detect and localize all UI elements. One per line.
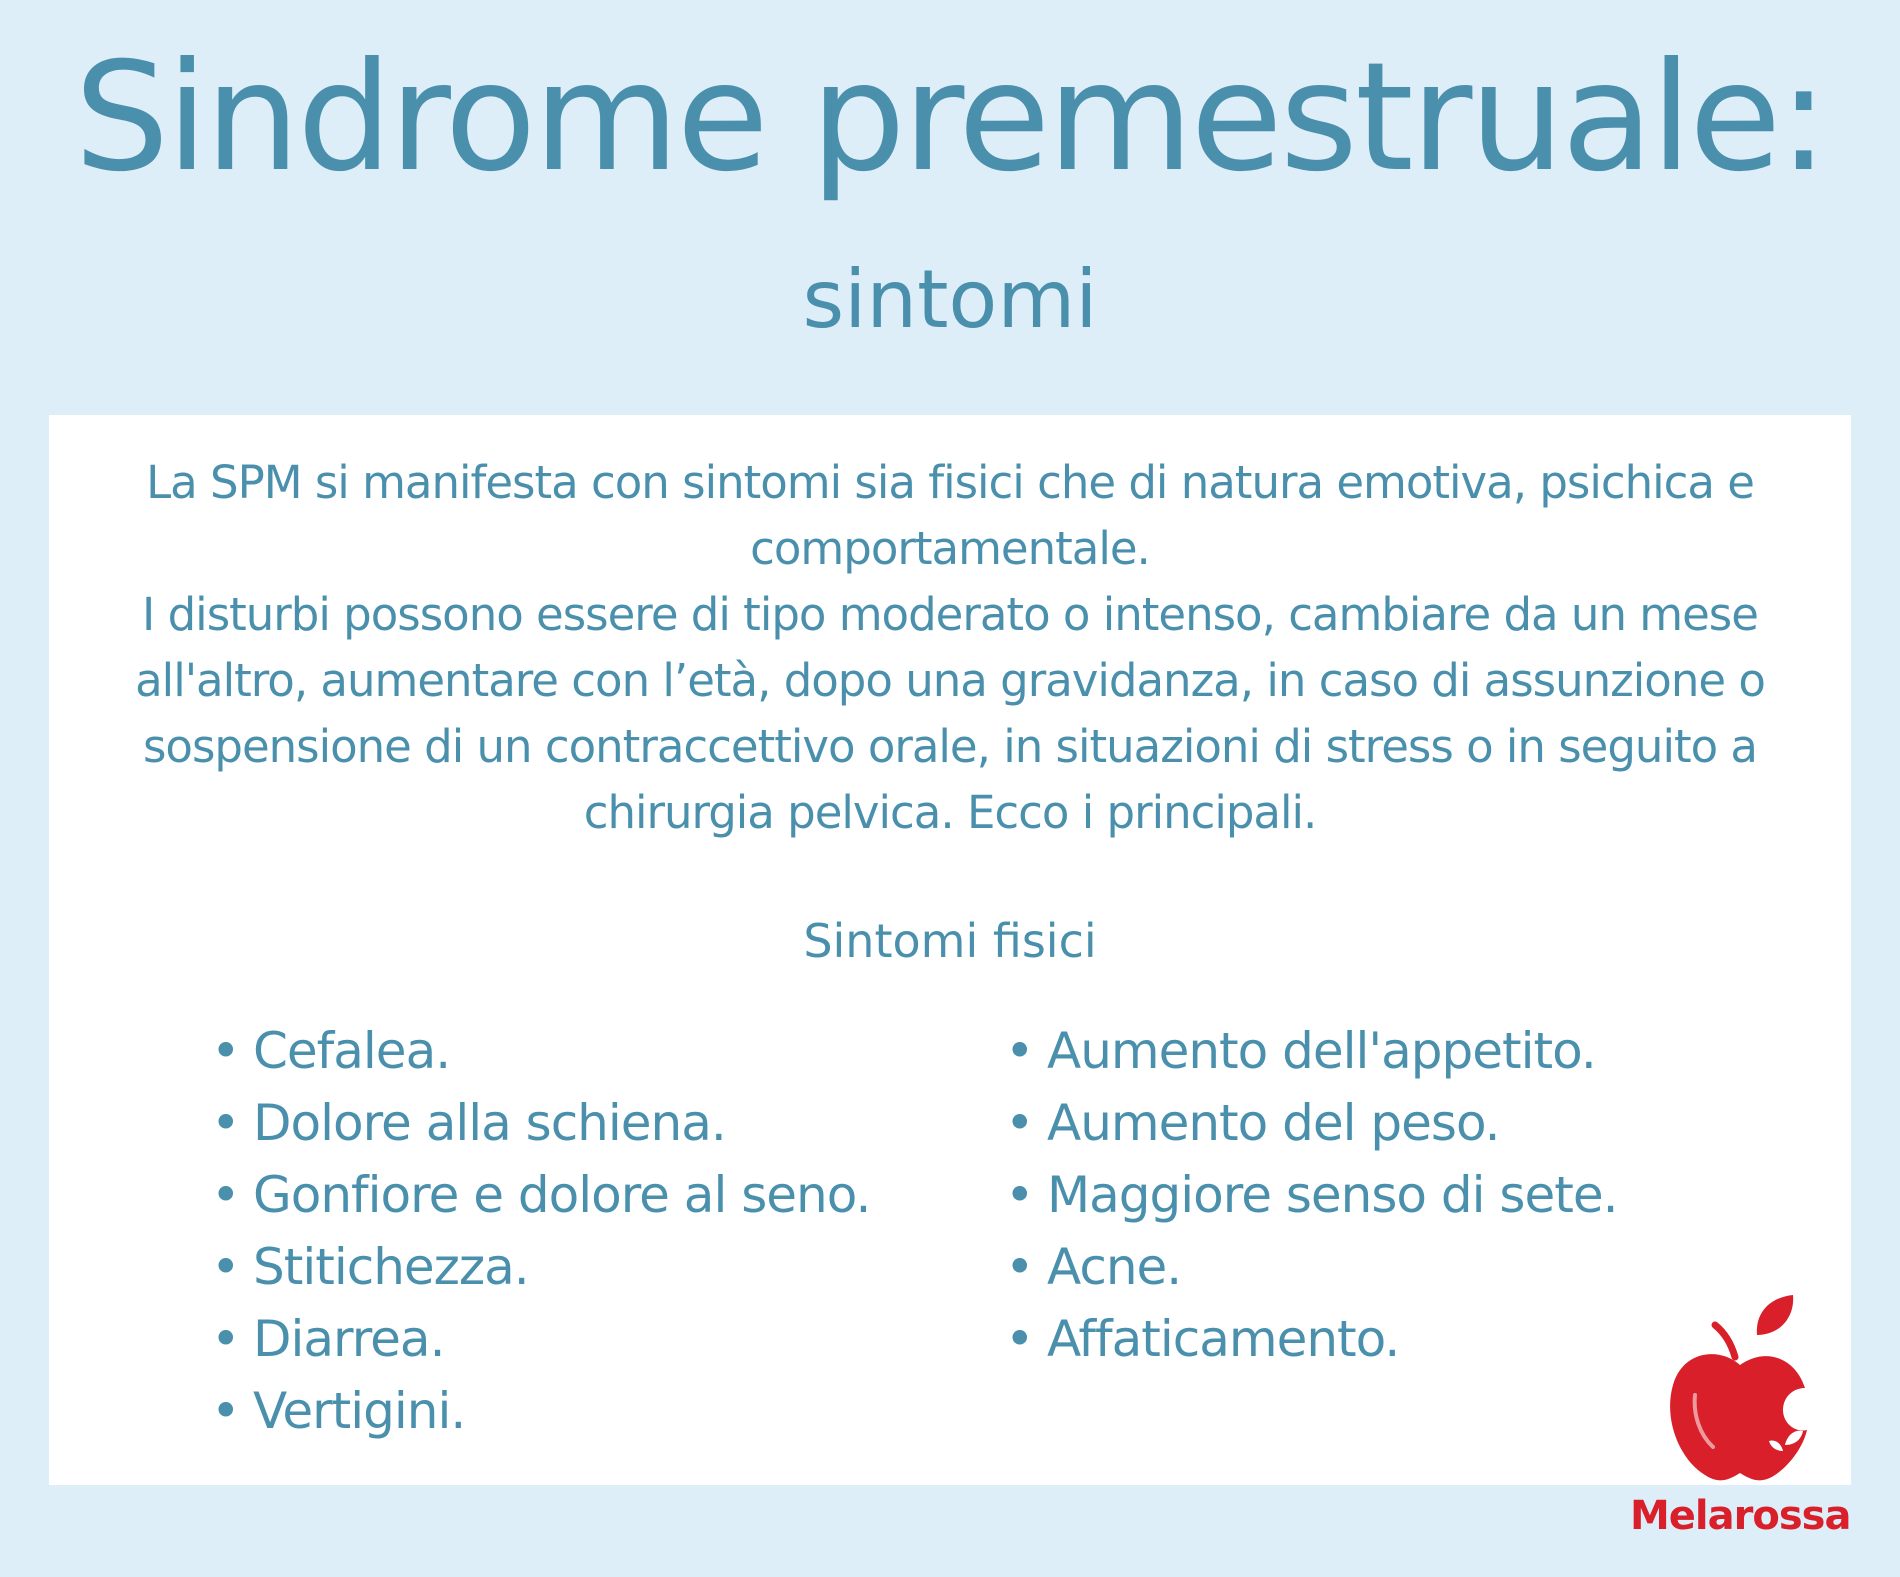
content-card — [49, 415, 1851, 1485]
list-item — [1005, 1087, 1617, 1159]
symptom-label: Vertigini. — [253, 1382, 466, 1440]
list-item — [211, 1015, 870, 1087]
bullet-icon: • — [1005, 1238, 1034, 1296]
symptom-label: Aumento dell'appetito. — [1047, 1022, 1596, 1080]
brand-name: Melarossa — [1630, 1493, 1851, 1539]
intro-paragraph: La SPM si manifesta con sintomi sia fisici che di natura emotiva, psichica e comportamentale. — [146, 456, 1754, 575]
bullet-icon: • — [211, 1238, 240, 1296]
list-item — [211, 1375, 870, 1447]
page-title: Sindrome premestruale: — [74, 31, 1826, 205]
symptom-label: Cefalea. — [253, 1022, 451, 1080]
list-item — [211, 1303, 870, 1375]
list-item — [1005, 1231, 1617, 1303]
symptom-label: Diarrea. — [253, 1310, 445, 1368]
list-item — [1005, 1159, 1617, 1231]
symptom-label: Dolore alla schiena. — [253, 1094, 726, 1152]
symptom-label: Aumento del peso. — [1047, 1094, 1500, 1152]
intro-paragraph: I disturbi possono essere di tipo moderato o intenso, cambiare da un mese all'altro, aumentare con l’età, dopo una gravidanza, in caso di assunzione o sospensione di un contraccettivo orale, in situazioni di stress o in seguito a chirurgia pelvica. Ecco i principali. — [135, 588, 1765, 839]
bullet-icon: • — [211, 1094, 240, 1152]
bullet-icon: • — [1005, 1022, 1034, 1080]
list-item — [211, 1159, 870, 1231]
intro-text — [79, 450, 1821, 846]
page-subtitle: sintomi — [802, 253, 1098, 346]
symptom-list-right — [1005, 1015, 1617, 1375]
symptom-label: Affaticamento. — [1047, 1310, 1400, 1368]
red-apple-icon — [1665, 1295, 1815, 1485]
section-heading: Sintomi fisici — [803, 914, 1097, 968]
bullet-icon: • — [211, 1166, 240, 1224]
symptom-label: Gonfiore e dolore al seno. — [253, 1166, 871, 1224]
symptom-list-left — [211, 1015, 870, 1447]
bullet-icon: • — [1005, 1094, 1034, 1152]
symptom-label: Acne. — [1047, 1238, 1182, 1296]
bullet-icon: • — [1005, 1310, 1034, 1368]
symptom-label: Maggiore senso di sete. — [1047, 1166, 1618, 1224]
bullet-icon: • — [1005, 1166, 1034, 1224]
list-item — [1005, 1303, 1617, 1375]
list-item — [211, 1087, 870, 1159]
list-item — [211, 1231, 870, 1303]
list-item — [1005, 1015, 1617, 1087]
bullet-icon: • — [211, 1310, 240, 1368]
symptom-label: Stitichezza. — [253, 1238, 529, 1296]
brand-logo — [1630, 1295, 1850, 1545]
bullet-icon: • — [211, 1382, 240, 1440]
bullet-icon: • — [211, 1022, 240, 1080]
